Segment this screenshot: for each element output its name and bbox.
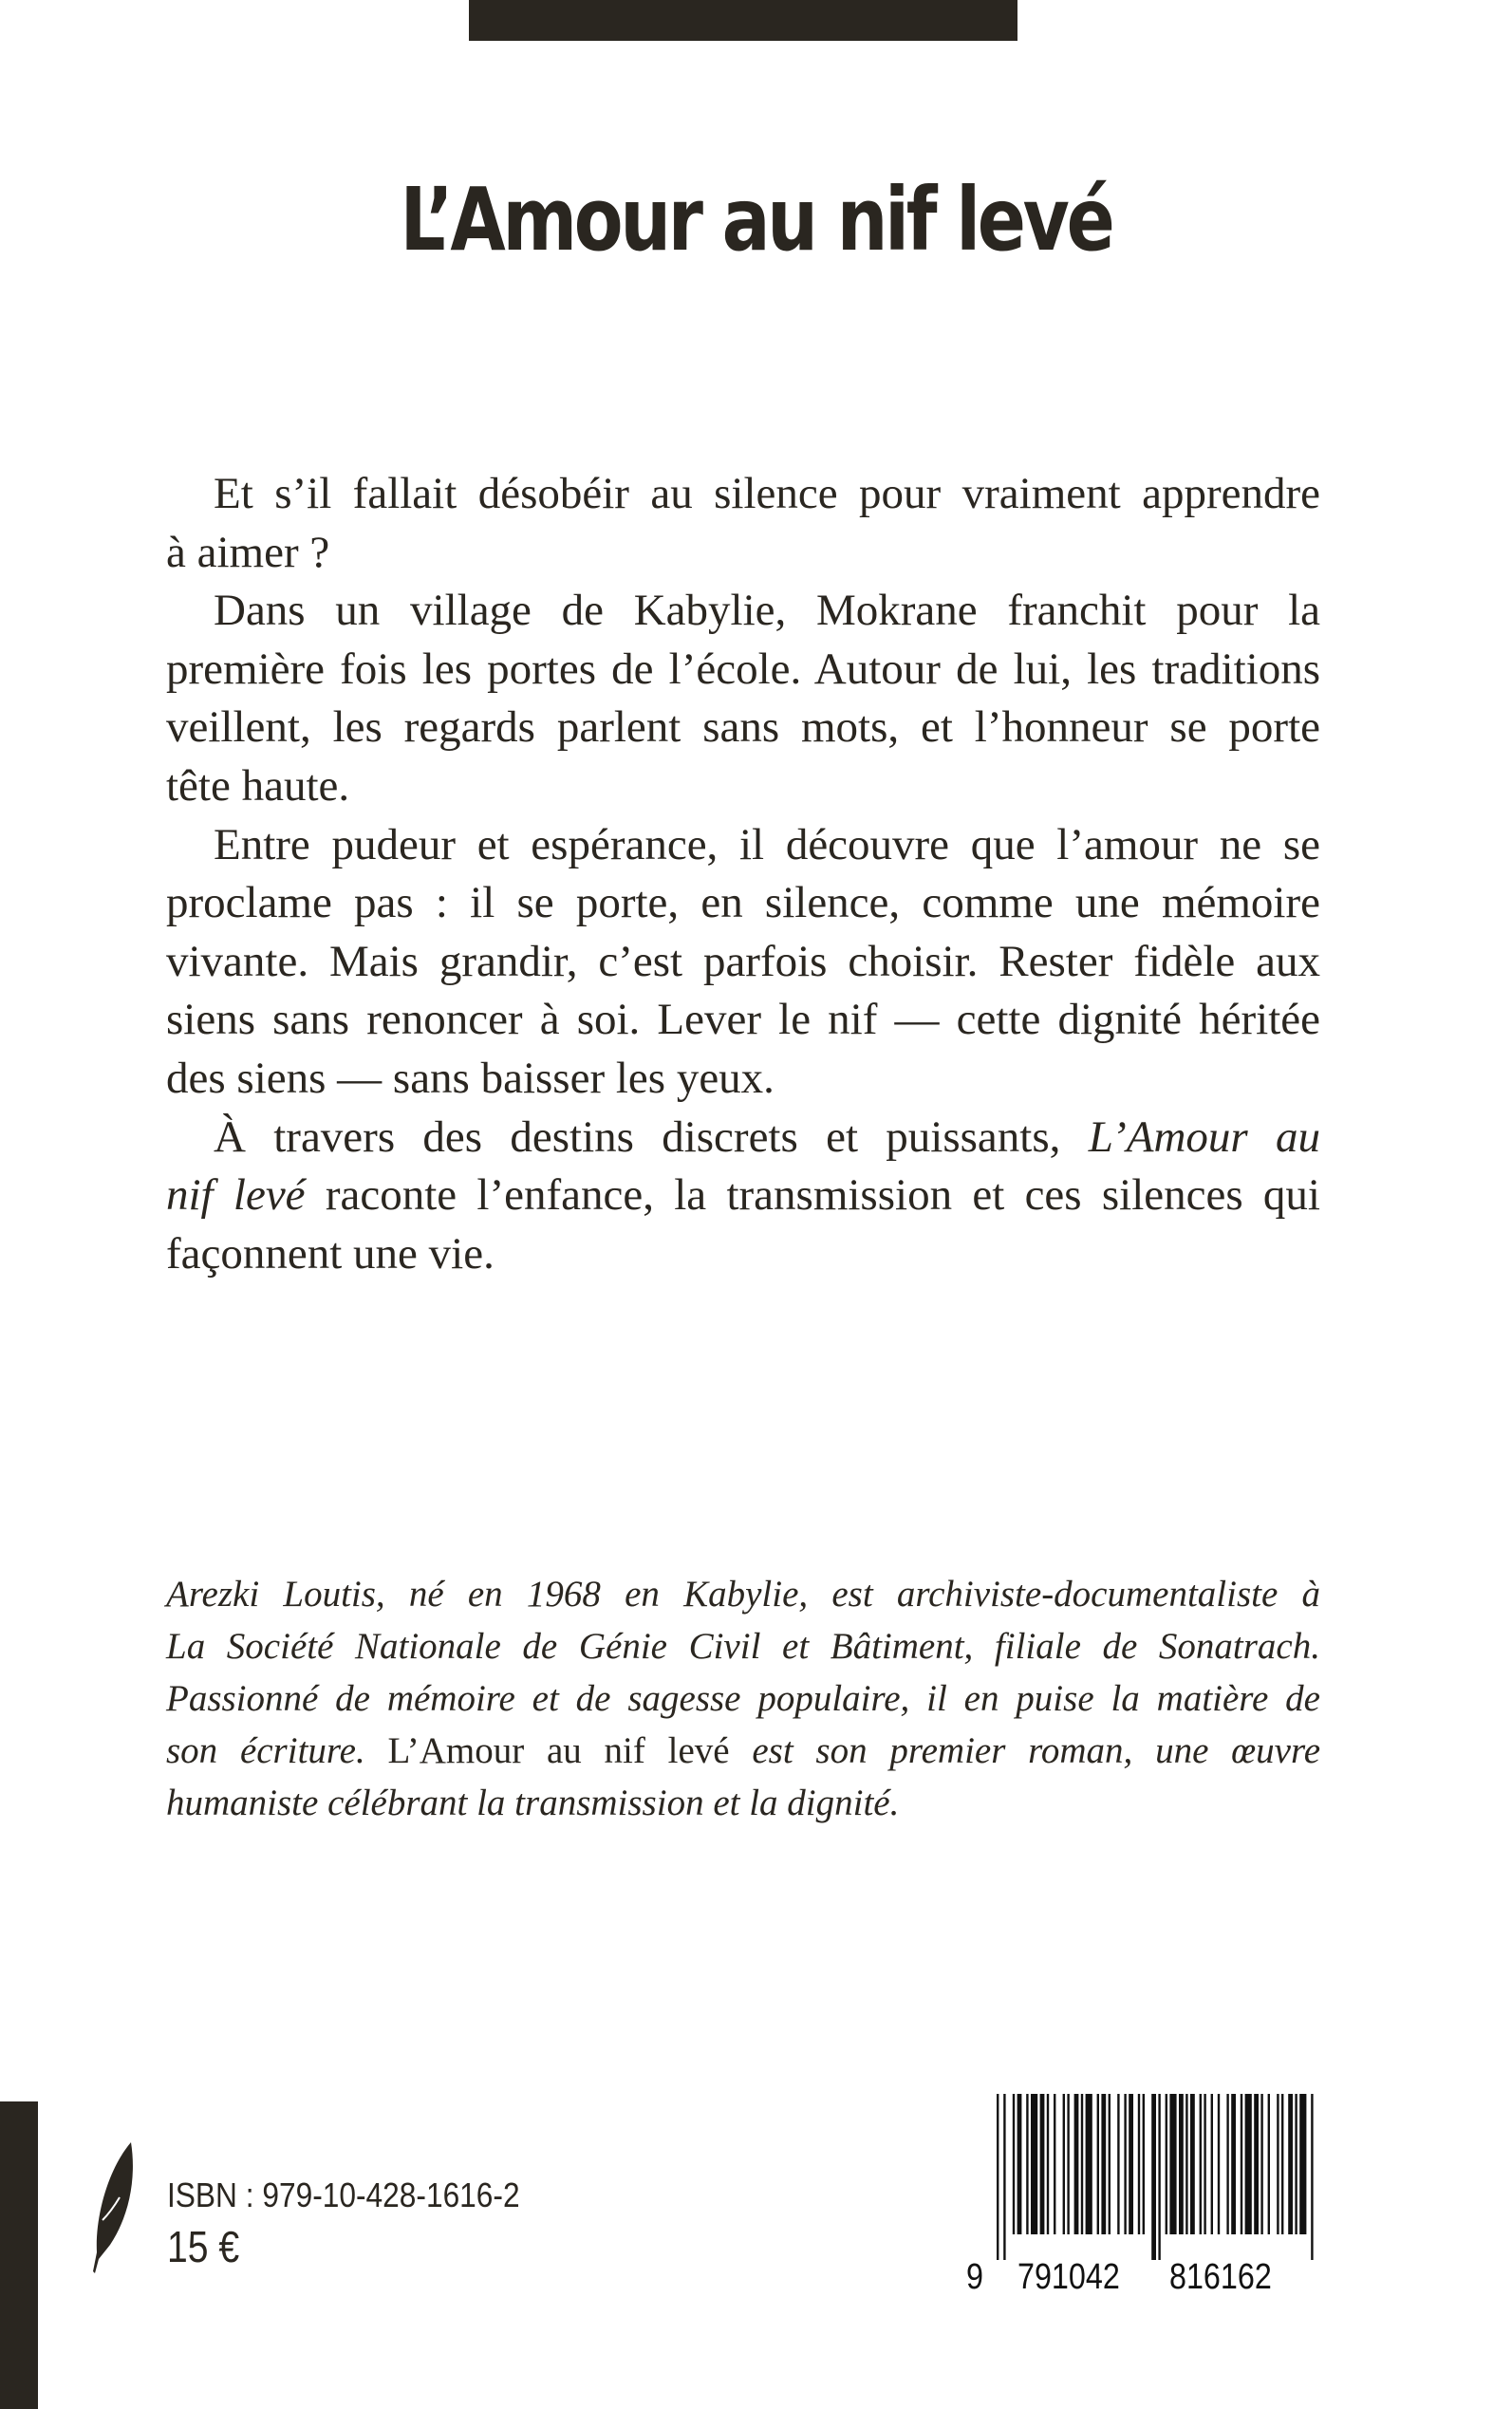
barcode-bar (1101, 2094, 1106, 2234)
barcode-bar (1245, 2094, 1252, 2234)
barcode-bar (1074, 2094, 1079, 2234)
barcode-bar (1241, 2094, 1242, 2234)
blurb-line: Entre pudeur et espérance, il découvre que l’amour ne se (214, 819, 1320, 869)
blurb-line: à aimer ? (166, 527, 330, 577)
barcode-bar (1013, 2094, 1015, 2234)
barcode-bar (1017, 2094, 1022, 2234)
blurb-line (166, 1167, 1320, 1225)
blurb-title-italic: nif levé (166, 1170, 306, 1221)
bio-text: est son premier roman, une œuvre (729, 1730, 1320, 1771)
barcode-bar (1268, 2094, 1270, 2234)
blurb-line: veillent, les regards parlent sans mots, et l’honneur se porte (166, 702, 1320, 753)
barcode-bar (1281, 2094, 1283, 2234)
barcode-bar (1254, 2094, 1259, 2234)
barcode-bar (1226, 2094, 1228, 2234)
barcode-bar (1299, 2094, 1306, 2234)
blurb-line: première fois les portes de l’école. Autour de lui, les traditions (166, 644, 1320, 694)
blurb-line: vivante. Mais grandir, c’est parfois choisir. Rester fidèle aux (166, 936, 1320, 986)
barcode-bar (1129, 2094, 1133, 2234)
barcode-bar (1295, 2094, 1297, 2234)
blurb-line: Et s’il fallait désobéir au silence pour vraiment apprendre (214, 469, 1320, 518)
barcode-bar (997, 2094, 999, 2260)
bio-line: humaniste célébrant la transmission et la dignité. (166, 1783, 900, 1823)
author-bio (166, 1568, 1320, 1829)
barcode-bar (1179, 2094, 1184, 2234)
blurb-line: façonnent une vie. (166, 1228, 495, 1279)
barcode-bar (1067, 2094, 1069, 2234)
barcode-bar (1081, 2094, 1083, 2234)
barcode-bar (1185, 2094, 1187, 2234)
blurb (166, 465, 1320, 1283)
book-title: L’Amour au nif levé (400, 169, 1112, 271)
left-band (0, 2101, 38, 2409)
barcode-bar (1204, 2094, 1205, 2234)
isbn: ISBN : 979-10-428-1616-2 (167, 2176, 520, 2214)
barcode-bar (1190, 2094, 1195, 2234)
barcode-bar (1063, 2094, 1065, 2234)
bio-line: Passionné de mémoire et de sagesse populaire, il en puise la matière de (166, 1678, 1320, 1719)
barcode-bar (1086, 2094, 1092, 2234)
blurb-line: Dans un village de Kabylie, Mokrane franchit pour la (214, 586, 1320, 636)
barcode-bar (1143, 2094, 1145, 2234)
bio-text: son écriture. (166, 1730, 388, 1771)
bio-line (166, 1725, 1320, 1777)
barcode-digit-first: 9 (966, 2257, 983, 2297)
barcode-bar (1138, 2094, 1140, 2234)
barcode-bar (1040, 2094, 1045, 2234)
barcode-bar (1003, 2094, 1005, 2260)
barcode-digits-left: 791042 (1017, 2257, 1120, 2297)
blurb-text: raconte l’enfance, la transmission et ces silences qui (305, 1170, 1320, 1221)
blurb-title-italic: L’Amour au (1088, 1111, 1320, 1162)
barcode-bar (1260, 2094, 1262, 2234)
barcode-bar (1200, 2094, 1202, 2234)
barcode-bar (1169, 2094, 1176, 2234)
barcode-bar (1117, 2094, 1119, 2234)
top-band (469, 0, 1017, 41)
barcode-bar (1109, 2094, 1111, 2234)
barcode-bar (1288, 2094, 1293, 2234)
barcode-bar (1311, 2094, 1313, 2260)
barcode-bar (1158, 2094, 1160, 2260)
bio-line: La Société Nationale de Génie Civil et Bâtiment, filiale de Sonatrach. (166, 1626, 1320, 1667)
blurb-line: tête haute. (166, 760, 350, 811)
blurb-text: À travers des destins discrets et puissants, (214, 1111, 1089, 1162)
barcode-bar (1124, 2094, 1126, 2234)
barcode-bar (1211, 2094, 1213, 2234)
barcode-bar (1026, 2094, 1028, 2234)
bio-line: Arezki Loutis, né en 1968 en Kabylie, est archiviste-documentaliste à (166, 1574, 1320, 1615)
bio-book-title: L’Amour au nif levé (387, 1730, 730, 1771)
barcode-bar (1231, 2094, 1236, 2234)
barcode-digits-right: 816162 (1169, 2257, 1272, 2297)
barcode-bar (1054, 2094, 1055, 2234)
blurb-line (166, 1109, 1320, 1167)
barcode-bar (1047, 2094, 1049, 2234)
barcode-bar (1277, 2094, 1279, 2234)
barcode-bar (1031, 2094, 1037, 2234)
barcode-bar (1218, 2094, 1220, 2234)
blurb-line: proclame pas : il se porte, en silence, comme une mémoire (166, 878, 1320, 928)
barcode (968, 2094, 1319, 2260)
barcode-bar (1151, 2094, 1156, 2260)
blurb-line: siens sans renoncer à soi. Lever le nif — cette dignité héritée (166, 995, 1320, 1045)
feather-icon (82, 2140, 139, 2273)
barcode-bar (1097, 2094, 1099, 2234)
blurb-line: des siens — sans baisser les yeux. (166, 1053, 775, 1103)
barcode-bar (1166, 2094, 1167, 2234)
price: 15 € (167, 2222, 240, 2271)
